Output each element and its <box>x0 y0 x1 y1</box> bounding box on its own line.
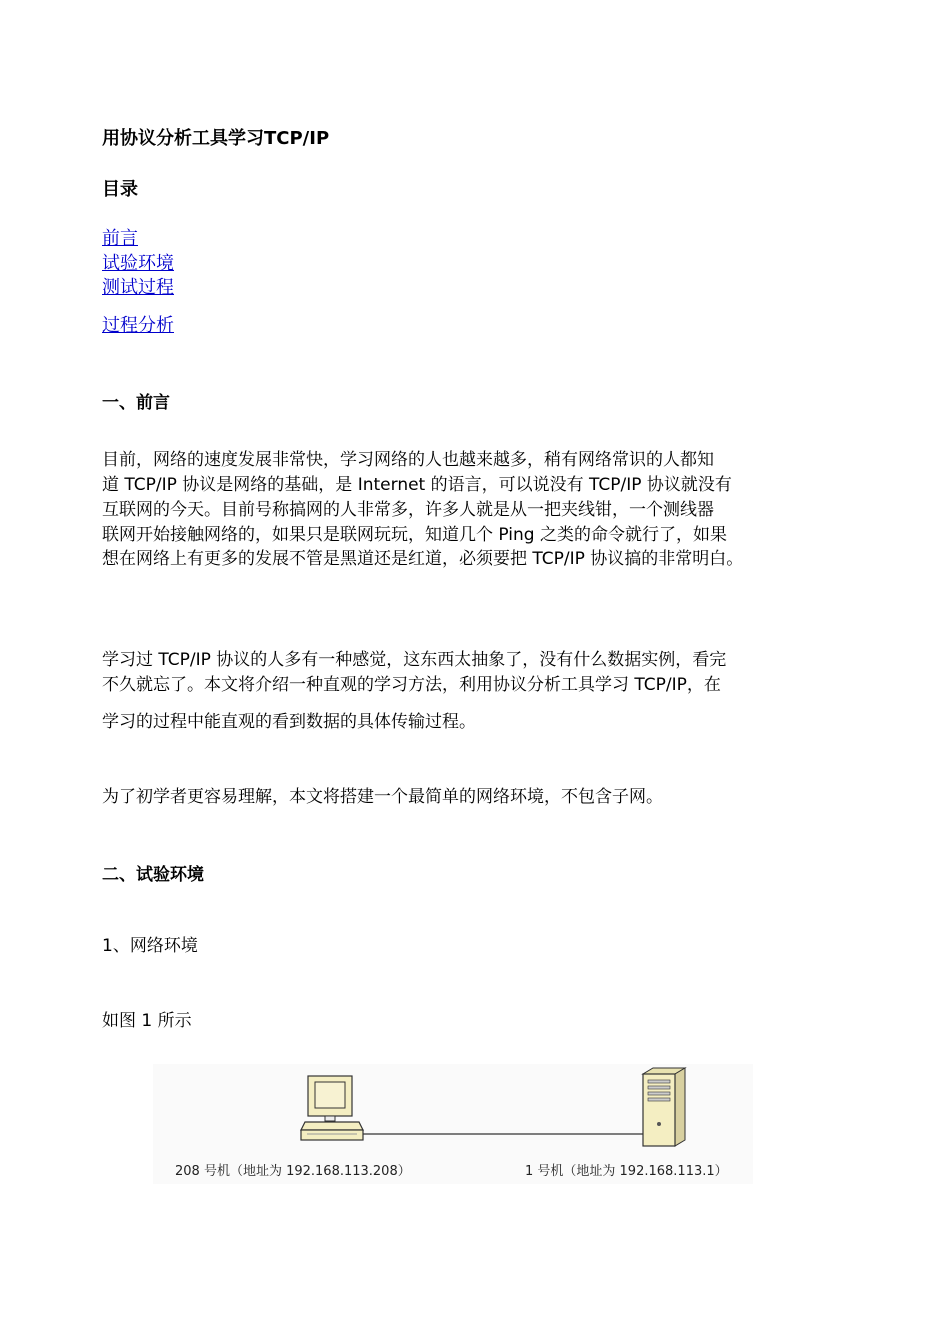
intro-line-4: 联网开始接触网络的，如果只是联网玩玩，知道几个 Ping 之类的命令就行了，如果 <box>102 525 727 545</box>
intro-line-3: 互联网的今天。目前号称搞网的人非常多，许多人就是从一把夹线钳，一个测线器 <box>102 500 714 520</box>
server-icon <box>643 1068 685 1146</box>
toc-link-analysis[interactable]: 过程分析 <box>102 315 174 336</box>
intro-line-1: 目前，网络的速度发展非常快，学习网络的人也越来越多，稍有网络常识的人都知 <box>102 450 714 470</box>
toc-heading: 目录 <box>102 179 138 200</box>
subsection-network-env: 1、网络环境 <box>102 936 198 956</box>
para3: 为了初学者更容易理解，本文将搭建一个最简单的网络环境，不包含子网。 <box>102 787 663 807</box>
diagram-label-right: 1 号机（地址为 192.168.113.1） <box>525 1164 728 1179</box>
diagram-label-left: 208 号机（地址为 192.168.113.208） <box>175 1164 411 1179</box>
toc-link-environment[interactable]: 试验环境 <box>102 253 174 274</box>
para2-line-2: 不久就忘了。本文将介绍一种直观的学习方法，利用协议分析工具学习 TCP/IP，在 <box>102 675 721 695</box>
toc-link-preface[interactable]: 前言 <box>102 228 138 249</box>
intro-line-2: 道 TCP/IP 协议是网络的基础，是 Internet 的语言，可以说没有 TCP/IP 协议就没有 <box>102 475 732 495</box>
section-heading-environment: 二、试验环境 <box>102 865 204 885</box>
para2-line-1: 学习过 TCP/IP 协议的人多有一种感觉，这东西太抽象了，没有什么数据实例，看完 <box>102 650 727 670</box>
computer-icon <box>301 1076 363 1140</box>
document-title: 用协议分析工具学习TCP/IP <box>102 128 330 149</box>
intro-line-5: 想在网络上有更多的发展不管是黑道还是红道，必须要把 TCP/IP 协议搞的非常明白。 <box>102 549 744 569</box>
section-heading-preface: 一、前言 <box>102 393 170 413</box>
para2-line-3: 学习的过程中能直观的看到数据的具体传输过程。 <box>102 712 476 732</box>
figure-reference: 如图 1 所示 <box>102 1011 192 1031</box>
toc-link-test-process[interactable]: 测试过程 <box>102 277 174 298</box>
network-diagram <box>153 1064 753 1184</box>
